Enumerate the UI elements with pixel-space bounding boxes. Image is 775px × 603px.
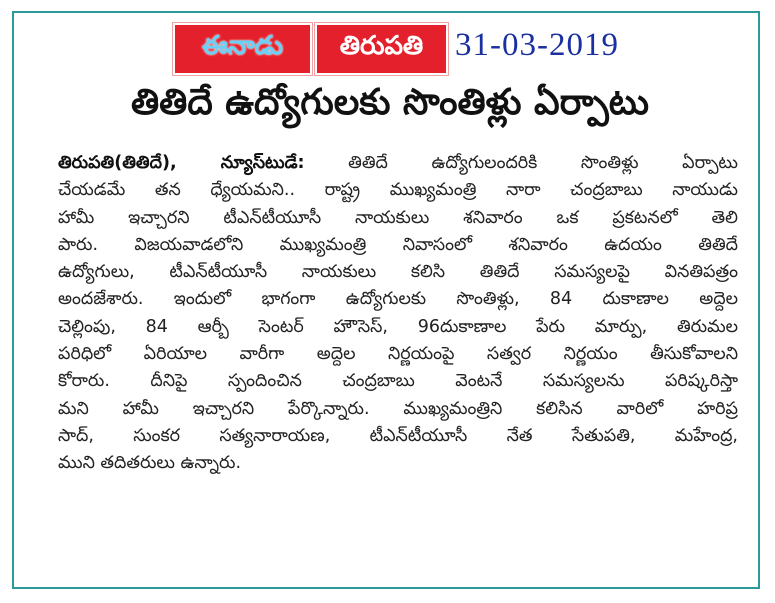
article-line: మని హామీ ఇచ్చారని పేర్కొన్నారు. ముఖ్యమంత్రిని కలిసిన వారిలో హరిప్ర [58, 398, 738, 419]
article-line: చేయడమే తన ధ్యేయమని.. రాష్ట్ర ముఖ్యమంత్రి నారా చంద్రబాబు నాయుడు [58, 180, 738, 201]
paper-name: ఈనాడు [201, 31, 284, 61]
article-line: హామీ ఇచ్చారని టీఎన్‌టీయూసీ నాయకులు శనివారం ఒక ప్రకటనలో తెలి [58, 207, 738, 228]
eenadu-logo [175, 25, 310, 73]
dateline: తిరుపతి(తితిదే), న్యూస్‌టుడే: [58, 153, 305, 173]
headline: తితిదే ఉద్యోగులకు సొంతిళ్లు ఏర్పాటు [131, 82, 649, 123]
article-line: కోరారు. దీనిపై స్పందించిన చంద్రబాబు వెంటనే సమస్యలను పరిష్కరిస్తా [58, 371, 738, 392]
article-line: ముని తదితరులు ఉన్నారు. [58, 453, 242, 474]
article-line: పరిధిలో ఏరియాల వారీగా అద్దెల నిర్ణయంపై సత్వర నిర్ణయం తీసుకోవాలని [58, 344, 738, 365]
article-line [58, 150, 738, 177]
article-body [58, 150, 738, 478]
edition-name: తిరుపతి [339, 31, 424, 61]
article-line: సాద్, సుంకర సత్యనారాయణ, టీఎన్‌టీయూసీ నేత సేతుపతి, మహేంద్ర, [58, 425, 738, 446]
publication-date: 31-03-2019 [455, 27, 619, 63]
article-line: పారు. విజయవాడలోని ముఖ్యమంత్రి నివాసంలో శనివారం ఉదయం తితిదే [58, 234, 738, 255]
article-line: అందజేశారు. ఇందులో భాగంగా ఉద్యోగులకు సొంతిళ్లు, 84 దుకాణాల అద్దెల [58, 289, 738, 310]
article-text: తితిదే ఉద్యోగులందరికి సొంతిళ్లు ఏర్పాటు [348, 153, 738, 173]
article-line: ఉద్యోగులు, టీఎన్‌టీయూసీ నాయకులు కలిసి తితిదే సమస్యలపై వినతిపత్రం [58, 262, 738, 283]
article-line: చెల్లింపు, 84 ఆర్బీ సెంటర్ హౌసెస్, 96దుకాణాల పేరు మార్పు, తిరుమల [58, 316, 738, 337]
edition-badge [317, 25, 446, 73]
